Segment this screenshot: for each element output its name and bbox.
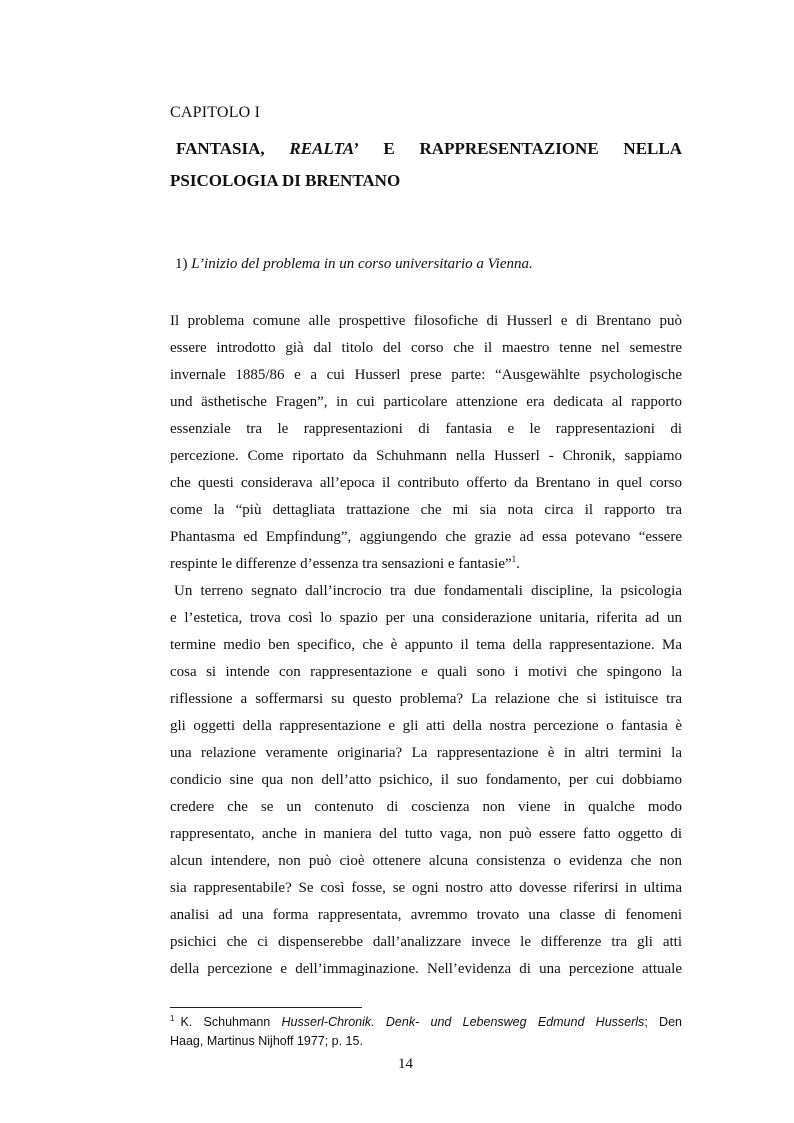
footnote [170, 1013, 682, 1051]
chapter-title-line-1 [170, 133, 682, 165]
section-title: L’inizio del problema in un corso universitario a Vienna. [191, 256, 533, 272]
footnote-author: K. Schuhmann [180, 1015, 282, 1029]
footnote-work-title: Husserl-Chronik. Denk- und Lebensweg Edmund Husserls [281, 1015, 645, 1029]
body-line: che questi considerava all’epoca il contributo offerto da Brentano in quel corso [170, 475, 682, 491]
body-line: psichici che ci dispenserebbe dall’analizzare invece le differenze tra gli atti [170, 934, 682, 950]
body-line: Il problema comune alle prospettive filosofiche di Husserl e di Brentano può [170, 313, 682, 329]
body-line: und ästhetische Fragen”, in cui particolare attenzione era dedicata al rapporto [170, 394, 682, 410]
chapter-title-part-b: REALTA’ [289, 139, 359, 158]
chapter-label: CAPITOLO I [170, 104, 261, 121]
body-line: riflessione a soffermarsi su questo problema? La relazione che si istituisce tra [170, 691, 682, 707]
body-line: cosa si intende con rappresentazione e quali sono i motivi che spingono la [170, 664, 682, 680]
body-line: essenziale tra le rappresentazioni di fantasia e le rappresentazioni di [170, 421, 682, 437]
chapter-title-part-c: E RAPPRESENTAZIONE NELLA [358, 139, 682, 158]
chapter-title-line-2: PSICOLOGIA DI BRENTANO [170, 171, 401, 190]
chapter-title-part-a: FANTASIA, [176, 139, 290, 158]
footnote-marker: 1 [170, 1014, 175, 1023]
body-line-text: respinte le differenze d’essenza tra sensazioni e fantasie” [170, 556, 512, 572]
footnote-publisher-start: ; Den [644, 1015, 682, 1029]
chapter-title [170, 133, 682, 197]
body-line: come la “più dettagliata trattazione che mi sia nota circa il rapporto tra [170, 502, 682, 518]
body-line: percezione. Come riportato da Schuhmann nella Husserl - Chronik, sappiamo [170, 448, 682, 464]
section-heading [175, 256, 533, 273]
body-line: rappresentato, anche in maniera del tutto vaga, non può essere fatto oggetto di [170, 826, 682, 842]
footnote-reference[interactable]: 1 [511, 554, 517, 564]
body-line: analisi ad una forma rappresentata, avremmo trovato una classe di fenomeni [170, 907, 682, 923]
body-line: della percezione e dell’immaginazione. Nell’evidenza di una percezione attuale [170, 961, 682, 977]
section-number: 1) [175, 256, 192, 272]
body-line: credere che se un contenuto di coscienza non viene in qualche modo [170, 799, 682, 815]
body-line: Phantasma ed Empfindung”, aggiungendo che grazie ad essa potevano “essere [170, 529, 682, 545]
body-line-with-footnote [170, 551, 682, 578]
body-line: essere introdotto già dal titolo del corso che il maestro tenne nel semestre [170, 340, 682, 356]
body-line: condicio sine qua non dell’atto psichico, il suo fondamento, per cui dobbiamo [170, 772, 682, 788]
body-line: sia rappresentabile? Se così fosse, se ogni nostro atto dovesse riferirsi in ultima [170, 880, 682, 896]
body-line: Un terreno segnato dall’incrocio tra due fondamentali discipline, la psicologia [174, 583, 682, 599]
body-line: gli oggetti della rappresentazione e gli atti della nostra percezione o fantasia è [170, 718, 682, 734]
footnote-divider [170, 1007, 362, 1008]
body-line: termine medio ben specifico, che è appunto il tema della rappresentazione. Ma [170, 637, 682, 653]
body-text [170, 308, 682, 983]
body-line: invernale 1885/86 e a cui Husserl prese parte: “Ausgewählte psychologische [170, 367, 682, 383]
sentence-end: . [516, 556, 520, 572]
footnote-line-1 [170, 1013, 682, 1032]
page-number: 14 [398, 1056, 413, 1072]
body-line: alcun intendere, non può cioè ottenere alcuna consistenza o evidenza che non [170, 853, 682, 869]
footnote-line-2: Haag, Martinus Nijhoff 1977; p. 15. [170, 1034, 363, 1048]
body-line: una relazione veramente originaria? La rappresentazione è in altri termini la [170, 745, 682, 761]
body-line: e l’estetica, trova così lo spazio per una considerazione unitaria, riferita ad un [170, 610, 682, 626]
